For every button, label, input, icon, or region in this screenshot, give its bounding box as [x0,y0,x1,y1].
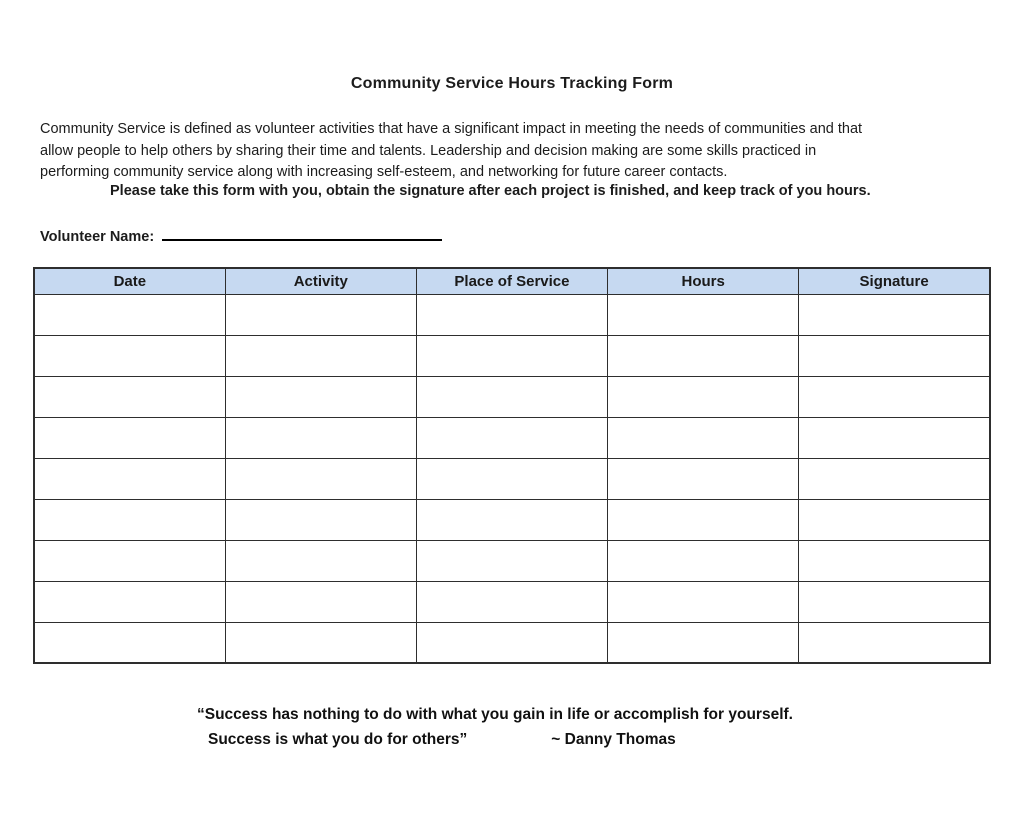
table-cell[interactable] [799,458,990,499]
table-cell[interactable] [608,622,799,663]
table-cell[interactable] [799,376,990,417]
table-cell[interactable] [34,499,225,540]
table-cell[interactable] [416,499,607,540]
table-cell[interactable] [799,294,990,335]
table-row [34,581,990,622]
table-cell[interactable] [34,294,225,335]
quote-block [197,702,793,752]
table-row [34,458,990,499]
table-cell[interactable] [225,294,416,335]
table-cell[interactable] [34,622,225,663]
table-header-row [34,268,990,294]
table-cell[interactable] [34,540,225,581]
table-cell[interactable] [416,458,607,499]
table-cell[interactable] [225,622,416,663]
table-cell[interactable] [225,499,416,540]
table-cell[interactable] [225,335,416,376]
table-cell[interactable] [225,540,416,581]
service-hours-table [33,267,991,664]
table-cell[interactable] [416,294,607,335]
table-cell[interactable] [34,581,225,622]
table-cell[interactable] [799,499,990,540]
table-cell[interactable] [799,622,990,663]
table-row [34,294,990,335]
table-cell[interactable] [225,581,416,622]
intro-line-3: performing community service along with increasing self-esteem, and networking for future career contacts. [40,164,728,180]
table-cell[interactable] [34,376,225,417]
table-cell[interactable] [416,622,607,663]
table-cell[interactable] [608,335,799,376]
table-cell[interactable] [608,376,799,417]
table-cell[interactable] [799,335,990,376]
volunteer-name-row [40,226,442,245]
column-header-signature: Signature [799,268,990,294]
volunteer-name-label: Volunteer Name: [40,229,155,245]
table-row [34,417,990,458]
quote-line-2-row [208,727,793,752]
table-cell[interactable] [608,294,799,335]
table-cell[interactable] [799,581,990,622]
table-cell[interactable] [225,458,416,499]
table-cell[interactable] [608,499,799,540]
service-table-body [34,294,990,663]
table-row [34,622,990,663]
table-row [34,376,990,417]
table-cell[interactable] [416,581,607,622]
table-cell[interactable] [608,417,799,458]
column-header-date: Date [34,268,225,294]
column-header-activity: Activity [225,268,416,294]
table-cell[interactable] [799,540,990,581]
table-cell[interactable] [799,417,990,458]
quote-attribution: ~ Danny Thomas [551,731,676,748]
table-cell[interactable] [416,376,607,417]
table-row [34,540,990,581]
column-header-hours: Hours [608,268,799,294]
page-title: Community Service Hours Tracking Form [350,75,674,92]
intro-paragraph [40,119,862,184]
volunteer-name-blank[interactable] [162,226,442,241]
table-cell[interactable] [225,376,416,417]
table-cell[interactable] [34,335,225,376]
instruction-note: Please take this form with you, obtain the signature after each project is finished, and keep track of you hours. [110,183,871,199]
table-cell[interactable] [416,540,607,581]
table-cell[interactable] [608,540,799,581]
column-header-place-of-service: Place of Service [416,268,607,294]
intro-line-1: Community Service is defined as volunteer activities that have a significant impact in meeting the needs of communities and that [40,121,863,137]
table-row [34,499,990,540]
table-cell[interactable] [416,335,607,376]
table-cell[interactable] [34,417,225,458]
table-cell[interactable] [608,581,799,622]
table-cell[interactable] [608,458,799,499]
intro-line-2: allow people to help others by sharing their time and talents. Leadership and decision making are some skills practiced in [40,142,817,159]
quote-line-1: “Success has nothing to do with what you gain in life or accomplish for yourself. [197,706,793,723]
table-cell[interactable] [416,417,607,458]
table-cell[interactable] [34,458,225,499]
table-cell[interactable] [225,417,416,458]
table-row [34,335,990,376]
quote-line-2: Success is what you do for others” [208,731,468,748]
